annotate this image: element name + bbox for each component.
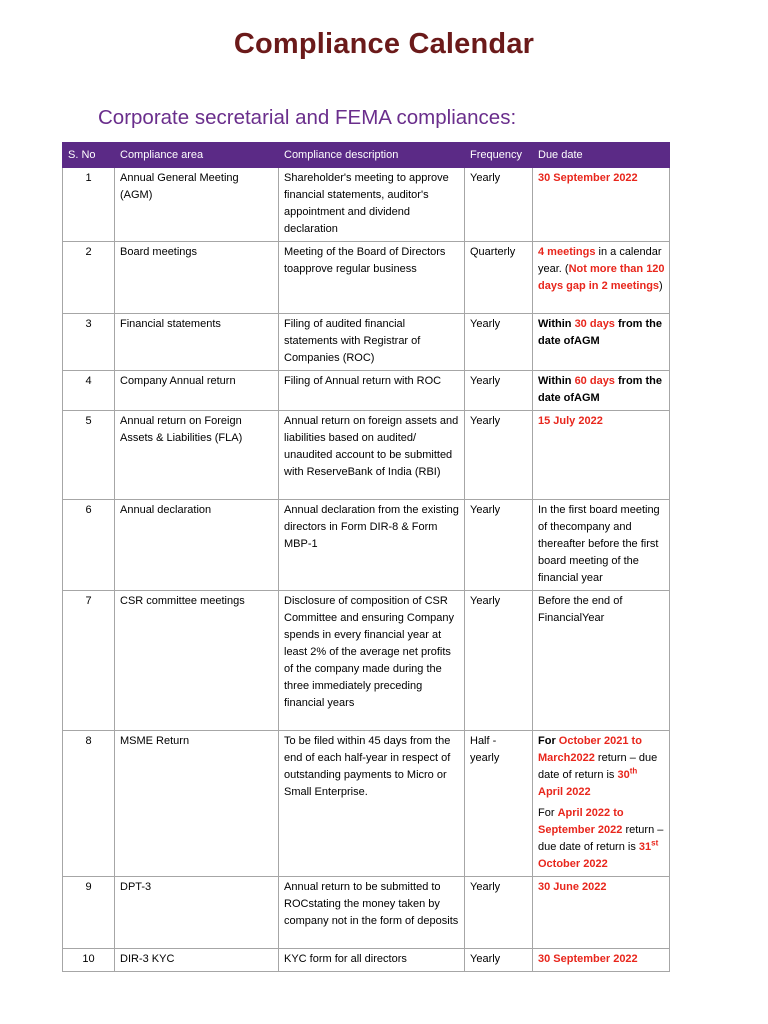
cell-sno: 1 [63, 168, 115, 242]
due-highlight: Not more than 120 days gap in 2 meetings [538, 263, 665, 292]
due-highlight: April 2022 to September 2022 [538, 807, 624, 836]
due-text: return – due date of return is [538, 824, 664, 853]
cell-sno: 3 [63, 314, 115, 371]
due-text: from the date ofAGM [538, 318, 662, 347]
due-text: in a calendar year. ( [538, 246, 662, 275]
cell-frequency: Yearly [465, 314, 533, 371]
cell-area: DPT-3 [115, 877, 279, 949]
cell-description: Filing of Annual return with ROC [279, 371, 465, 411]
cell-description: Annual return to be submitted to ROCstating the money taken by company not in the form of deposits [279, 877, 465, 949]
cell-area: DIR-3 KYC [115, 949, 279, 972]
cell-area: Company Annual return [115, 371, 279, 411]
due-highlight: 30 [617, 769, 630, 781]
due-text: return – due date of return is [538, 752, 658, 781]
table-row [63, 371, 670, 411]
cell-sno: 6 [63, 500, 115, 591]
table-row [63, 411, 670, 500]
cell-due-date: 30 June 2022 [533, 877, 670, 949]
table-row [63, 500, 670, 591]
cell-frequency: Yearly [465, 500, 533, 591]
header-sno: S. No [63, 143, 115, 168]
cell-due-date: 30 September 2022 [533, 949, 670, 972]
cell-sno: 8 [63, 731, 115, 877]
cell-description: To be filed within 45 days from the end of each half-year in respect of outstanding payments to Micro or Small Enterprise. [279, 731, 465, 877]
header-compliance-description: Compliance description [279, 143, 465, 168]
cell-due-date: 15 July 2022 [533, 411, 670, 500]
cell-frequency: Half - yearly [465, 731, 533, 877]
cell-sno: 7 [63, 591, 115, 731]
due-text: For [538, 735, 559, 747]
due-highlight: October 2021 to March2022 [538, 735, 642, 764]
cell-due-date [533, 731, 670, 877]
cell-frequency: Yearly [465, 411, 533, 500]
due-text: ) [659, 280, 663, 292]
page-title: Compliance Calendar [233, 28, 535, 60]
table-row [63, 877, 670, 949]
cell-description: Annual return on foreign assets and liabilities based on audited/ unaudited account to be submitted with ReserveBank of India (RBI) [279, 411, 465, 500]
table-row [63, 314, 670, 371]
cell-area: Board meetings [115, 242, 279, 314]
due-paragraph [538, 733, 665, 801]
table-row [63, 949, 670, 972]
cell-description: Annual declaration from the existing directors in Form DIR-8 & Form MBP-1 [279, 500, 465, 591]
cell-area: Financial statements [115, 314, 279, 371]
header-compliance-area: Compliance area [115, 143, 279, 168]
header-frequency: Frequency [465, 143, 533, 168]
due-highlight: October 2022 [538, 858, 608, 870]
cell-area: CSR committee meetings [115, 591, 279, 731]
table-header-row [63, 143, 670, 168]
cell-sno: 5 [63, 411, 115, 500]
due-text: Within [538, 318, 575, 330]
due-highlight: 4 meetings [538, 246, 596, 258]
cell-area: Annual return on Foreign Assets & Liabilities (FLA) [115, 411, 279, 500]
cell-description: Meeting of the Board of Directors toapprove regular business [279, 242, 465, 314]
cell-description: Disclosure of composition of CSR Committee and ensuring Company spends in every financial year at least 2% of the average net profits of the company made during the three immediately preceding financial years [279, 591, 465, 731]
due-superscript: st [651, 838, 659, 848]
due-text: Within [538, 375, 575, 387]
due-text: from the date ofAGM [538, 375, 662, 404]
cell-due-date [533, 314, 670, 371]
cell-sno: 4 [63, 371, 115, 411]
cell-frequency: Yearly [465, 591, 533, 731]
cell-frequency: Yearly [465, 949, 533, 972]
cell-sno: 2 [63, 242, 115, 314]
cell-due-date [533, 371, 670, 411]
cell-description: KYC form for all directors [279, 949, 465, 972]
cell-sno: 9 [63, 877, 115, 949]
due-highlight: 31 [638, 841, 652, 853]
table-row [63, 242, 670, 314]
cell-description: Filing of audited financial statements with Registrar of Companies (ROC) [279, 314, 465, 371]
cell-frequency: Yearly [465, 371, 533, 411]
cell-due-date: Before the end of FinancialYear [533, 591, 670, 731]
table-row [63, 731, 670, 877]
due-text: For [538, 807, 558, 819]
table-row [63, 168, 670, 242]
cell-area: Annual General Meeting (AGM) [115, 168, 279, 242]
cell-frequency: Yearly [465, 168, 533, 242]
cell-frequency: Quarterly [465, 242, 533, 314]
due-highlight: 60 days [574, 375, 615, 387]
cell-area: MSME Return [115, 731, 279, 877]
due-paragraph [538, 805, 665, 873]
section-heading: Corporate secretarial and FEMA compliances: [98, 106, 517, 129]
due-highlight: 30 days [574, 318, 615, 330]
cell-area: Annual declaration [115, 500, 279, 591]
cell-sno: 10 [63, 949, 115, 972]
cell-due-date [533, 242, 670, 314]
table-row [63, 591, 670, 731]
cell-frequency: Yearly [465, 877, 533, 949]
cell-due-date: In the first board meeting of thecompany and thereafter before the first board meeting of the financial year [533, 500, 670, 591]
due-highlight: April 2022 [538, 786, 591, 798]
compliance-table [62, 142, 670, 972]
cell-due-date: 30 September 2022 [533, 168, 670, 242]
cell-description: Shareholder's meeting to approve financial statements, auditor's appointment and dividend declaration [279, 168, 465, 242]
due-superscript: th [629, 766, 638, 776]
header-due-date: Due date [533, 143, 670, 168]
